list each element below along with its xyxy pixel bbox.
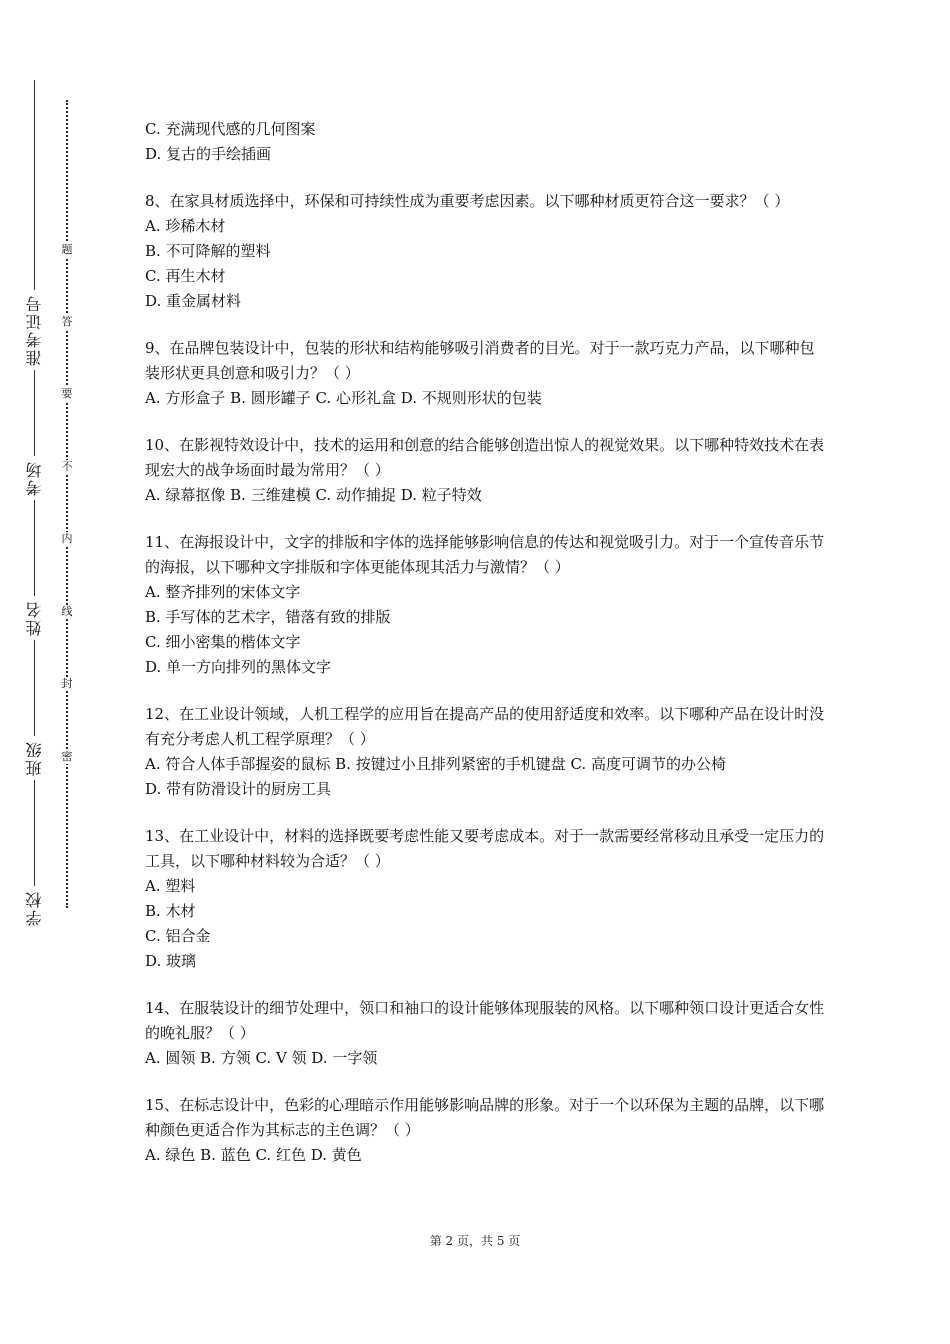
option-line: D. 玻璃 — [145, 952, 197, 970]
option-line: A. 绿色 B. 蓝色 C. 红色 D. 黄色 — [145, 1146, 362, 1164]
option-line: D. 重金属材料 — [145, 292, 242, 310]
option-line: D. 带有防滑设计的厨房工具 — [145, 780, 332, 798]
option-line: A. 整齐排列的宋体文字 — [145, 583, 301, 601]
option-line: C. 充满现代感的几何图案 — [145, 120, 316, 138]
question-12 — [145, 702, 825, 802]
seal-word: 内 — [58, 532, 76, 546]
exam-room-field — [18, 370, 50, 500]
option-line: C. 再生木材 — [145, 267, 226, 285]
school-label: 学校 — [24, 890, 44, 926]
seal-word: 密 — [58, 750, 76, 764]
exam-room-label: 考场 — [24, 460, 44, 496]
option-line: A. 珍稀木材 — [145, 217, 226, 235]
option-line: B. 手写体的艺术字，错落有致的排版 — [145, 608, 391, 626]
question-text: 8、在家具材质选择中，环保和可持续性成为重要考虑因素。以下哪种材质更符合这一要求？（ ） — [145, 192, 790, 210]
question-10 — [145, 433, 825, 508]
option-line: A. 圆领 B. 方领 C. V 领 D. 一字领 — [145, 1049, 378, 1067]
question-8 — [145, 189, 825, 314]
option-line: C. 细小密集的楷体文字 — [145, 633, 301, 651]
question-15 — [145, 1093, 825, 1168]
option-line: D. 单一方向排列的黑体文字 — [145, 658, 332, 676]
option-line: A. 符合人体手部握姿的鼠标 B. 按键过小且排列紧密的手机键盘 C. 高度可调节的办公椅 — [145, 755, 726, 773]
question-9 — [145, 336, 825, 411]
seal-word: 封 — [58, 677, 76, 691]
question-list — [145, 117, 825, 1168]
seal-word: 要 — [58, 387, 76, 401]
question-text: 15、在标志设计中，色彩的心理暗示作用能够影响品牌的形象。对于一个以环保为主题的品牌，以下哪种颜色更适合作为其标志的主色调？（ ） — [145, 1096, 825, 1139]
previous-question-options — [145, 117, 825, 167]
class-label: 班级 — [24, 740, 44, 776]
question-text: 10、在影视特效设计中，技术的运用和创意的结合能够创造出惊人的视觉效果。以下哪种特效技术在表现宏大的战争场面时最为常用？（ ） — [145, 436, 825, 479]
page-number-footer: 第 2 页，共 5 页 — [429, 1234, 521, 1248]
option-line: A. 绿幕抠像 B. 三维建模 C. 动作捕捉 D. 粒子特效 — [145, 486, 482, 504]
question-text: 12、在工业设计领域，人机工程学的应用旨在提高产品的使用舒适度和效率。以下哪种产品在设计时没有充分考虑人机工程学原理？（ ） — [145, 705, 825, 748]
seal-word: 答 — [58, 315, 76, 329]
class-field — [18, 640, 50, 780]
question-14 — [145, 996, 825, 1071]
seal-word: 题 — [58, 243, 76, 257]
option-line: D. 复古的手绘插画 — [145, 145, 272, 163]
option-line: A. 方形盒子 B. 圆形罐子 C. 心形礼盒 D. 不规则形状的包装 — [145, 389, 542, 407]
name-field — [18, 500, 50, 640]
seal-line-words — [58, 100, 76, 908]
option-line: A. 塑料 — [145, 877, 196, 895]
question-text: 14、在服装设计的细节处理中，领口和袖口的设计能够体现服装的风格。以下哪种领口设计更适合女性的晚礼服？（ ） — [145, 999, 825, 1042]
binding-margin — [18, 80, 50, 930]
question-text: 9、在品牌包装设计中，包装的形状和结构能够吸引消费者的目光。对于一款巧克力产品，以下哪种包装形状更具创意和吸引力？（ ） — [145, 339, 815, 382]
question-11 — [145, 530, 825, 680]
question-text: 13、在工业设计中，材料的选择既要考虑性能又要考虑成本。对于一款需要经常移动且承受一定压力的工具，以下哪种材料较为合适？（ ） — [145, 827, 825, 870]
ticket-number-field — [18, 80, 50, 370]
school-field — [18, 780, 50, 930]
seal-word: 不 — [58, 460, 76, 474]
name-label: 姓名 — [24, 600, 44, 636]
option-line: C. 铝合金 — [145, 927, 211, 945]
seal-word: 线 — [58, 605, 76, 619]
question-text: 11、在海报设计中，文字的排版和字体的选择能够影响信息的传达和视觉吸引力。对于一个宣传音乐节的海报，以下哪种文字排版和字体更能体现其活力与激情？（ ） — [145, 533, 825, 576]
ticket-number-label: 准考证号 — [24, 294, 44, 366]
option-line: B. 木材 — [145, 902, 196, 920]
question-13 — [145, 824, 825, 974]
option-line: B. 不可降解的塑料 — [145, 242, 271, 260]
